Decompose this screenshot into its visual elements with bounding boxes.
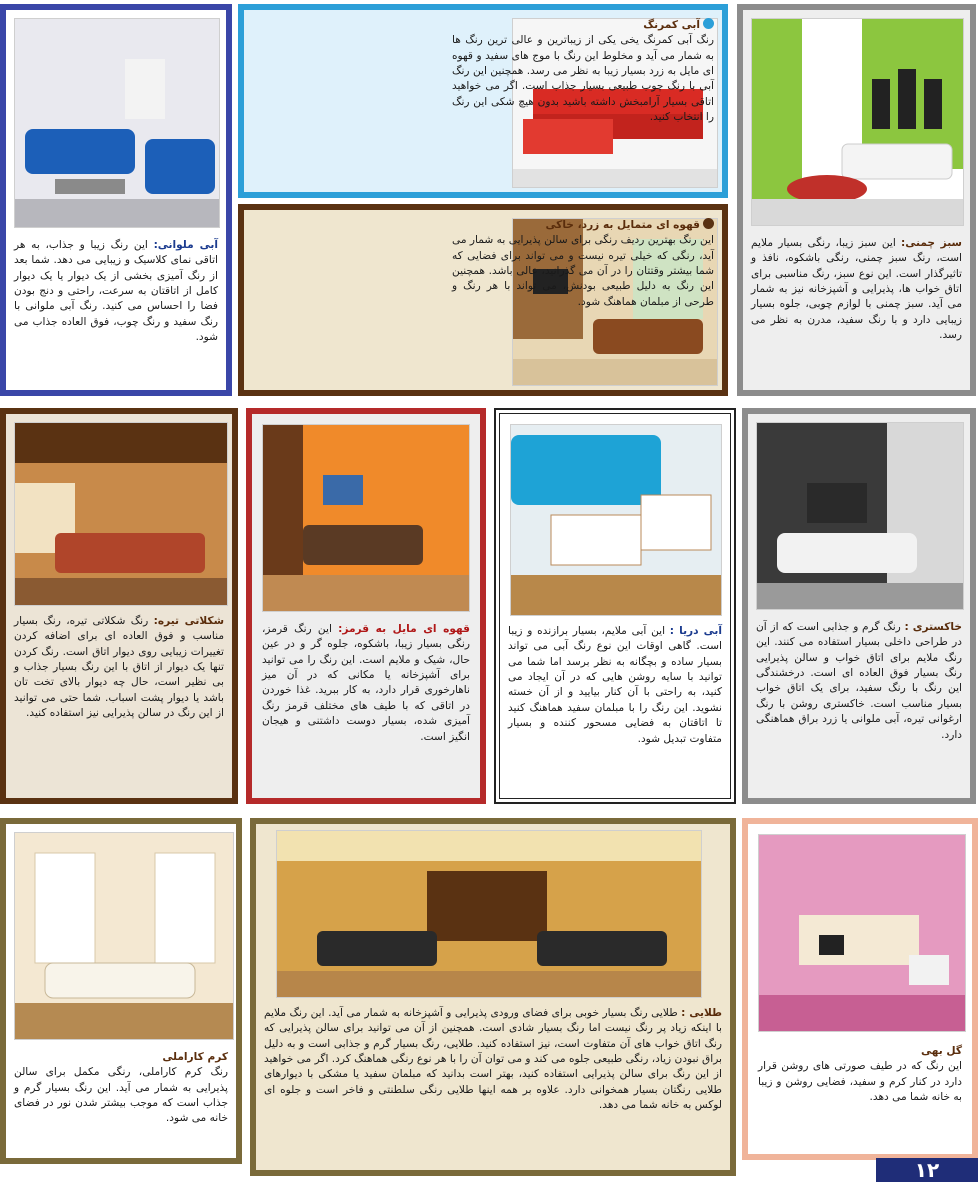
- card-abi-kamrang: [238, 4, 728, 198]
- body-shokolati: رنگ شکلاتی تیره، رنگ بسیار مناسب و فوق العاده ای برای اضافه کردن تغییرات زیبایی روی دیوار اتاق است. رنگ کردن تنها یک دیوار از اتاق با این رنگ بسیار جذاب و بی نظیر است، حال چه دیوار بالای تخت تان باشد یا دیوار پشت اسباب. شما حتی می توانید از این رنگ در سالن پذیرایی نیز استفاده کنید.: [14, 615, 224, 720]
- card-talaei: [250, 818, 736, 1176]
- globe-icon: [703, 18, 714, 29]
- body-ghahvei-khaki: این رنگ بهترین ردیف رنگی برای سالن پذیرایی به شمار می آید، رنگی که خیلی تیره نیست و می تواند برای فضایی که شما بیشتر وقتتان را در آن می گذرانید، عالی باشد. همچنین این رنگ به دلیل طبیعی بودنش، می تواند با هر رنگ و طرحی از مبلمان هماهنگ شود.: [452, 234, 714, 308]
- body-abi-molavani: این رنگ زیبا و جذاب، به هر اتاقی نمای کلاسیک و زیبایی می دهد. شما بعد از رنگ آمیزی بخشی از یک دیوار یا یک دیوار کامل از اتاقتان به سرعت، راحتی و دنج بودن فضا را احساس می کنید. رنگ آبی ملوانی با رنگ سفید و رنگ چوب، فوق العاده جذاب می شود.: [14, 239, 218, 344]
- title-shokolati: شکلاتی تیره:: [153, 615, 224, 627]
- photo-gray-living-room: [756, 422, 964, 610]
- photo-green-living-room: [751, 18, 964, 226]
- body-abi-kamrang: رنگ آبی کمرنگ یخی یکی از زیباترین و عالی ترین رنگ ها به شمار می آید و مخلوط این رنگ با موج های سفید و قهوه ای مایل به زرد بسیار زیبا به نظر می رسد. همچنین این رنگ آبی با رنگ چوب طبیعی بسیار جذاب است. اگر می خواهید اتاقی بسیار آرامبخش داشته باشید بدون هیچ شکی این رنگ را انتخاب کنید.: [452, 34, 714, 124]
- photo-sky-blue-sofa: [510, 424, 722, 616]
- body-kerm-karameli: رنگ کرم کاراملی، رنگی مکمل برای سالن پذیرایی به شمار می آید. این رنگ بسیار گرم و جذاب است که موجب بیشتر شدن نور در فضای خانه می شود.: [14, 1066, 228, 1125]
- title-abi-kamrang: آبی کمرنگ: [643, 19, 700, 31]
- photo-pink-room: [758, 834, 966, 1032]
- body-khakestari: رنگ گرم و جذابی است که از آن در طراحی داخلی بسیار استفاده می کنند. این رنگ ملایم برای اتاق خواب و سالن پذیرایی رنگ بسیار فوق العاده ای است. درخشندگی این رنگ با رنگ سفید، برای یک اتاق خواب بسیار مناسب است. خاکستری روشن با رنگ ارغوانی تیره، آبی ملوانی یا زرد براق هماهنگی دارد.: [756, 621, 962, 741]
- card-ghahvei-khaki: [238, 204, 728, 396]
- photo-blue-sofa: [14, 18, 220, 228]
- card-shokolati: [0, 408, 238, 804]
- photo-red-brown-room: [262, 424, 470, 612]
- page-number: ١٢: [876, 1158, 978, 1182]
- card-abi-darya: [494, 408, 736, 804]
- card-kerm-karameli: [0, 818, 242, 1164]
- card-abi-molavani: [0, 4, 232, 396]
- photo-golden-living-room: [276, 830, 702, 998]
- photo-caramel-cream-room: [14, 832, 234, 1040]
- photo-dark-chocolate-room: [14, 422, 228, 606]
- title-sabz-chamani: سبز چمنی:: [901, 237, 962, 249]
- card-gol-beh: [742, 818, 978, 1160]
- body-talaei: طلایی رنگ بسیار خوبی برای فضای ورودی پذیرایی و آشپزخانه به شمار می آید. این رنگ ملایم با اینکه زیاد پر رنگ نیست اما رنگ بسیار شادی است. همچنین از آن می توانید برای سالن پذیرایی که رنگ اتاق خواب های آن متفاوت است، نیز استفاده کنید. طلایی، رنگ بسیار گرم و جذابی است و به دلیل براق نبودن زیاد، رنگی طبیعی جلوه می کند و می توان آن را با هر نوع رنگی هماهنگ کرد. اگر می خواهید از این رنگ برای سالن پذیرایی استفاده کنید، بهتر است بدانید که مبلمان سفید یا مشکی با دیوارهای طلایی رنگتان بسیار همخوانی دارد. علاوه بر همه اینها طلایی رنگی سلطنتی و فاخر است و جلوه ای لوکس به خانه شما می دهد.: [264, 1007, 722, 1112]
- body-abi-darya: این آبی ملایم، بسیار برازنده و زیبا است. گاهی اوقات این نوع رنگ آبی می تواند بسیار ساده و بچگانه به نظر برسد اما شما می توانید با سایه روشن هایی که در آن ایجاد می کنید، به راحتی با آن کنار بیایید و از آن خسته نشوید. این رنگ را با مبلمان سفید هماهنگ کنید تا اتاقتان به فضایی مسحور کننده و بسیار متفاوت تبدیل شود.: [508, 625, 722, 745]
- card-ghahvei-ghermez: [246, 408, 486, 804]
- title-abi-molavani: آبی ملوانی:: [153, 239, 219, 251]
- body-ghahvei-ghermez: این رنگ قرمز، رنگی بسیار زیبا، باشکوه، جلوه گر و در عین حال، شیک و ملایم است. این رنگ را می توانید برای آشپزخانه یا مکانی که در آن میز ناهارخوری قرار دارد، به کار ببرید. غذا خوردن در اتاقی که با طیف های مختلف قرمز رنگ آمیزی شده، بسیار دوست داشتنی و هیجان انگیز است.: [262, 623, 470, 743]
- card-khakestari: [742, 408, 976, 804]
- title-gol-beh: گل بهی: [921, 1045, 962, 1057]
- brown-bullet-icon: [703, 218, 714, 229]
- title-khakestari: خاکستری :: [904, 621, 962, 633]
- title-ghahvei-khaki: قهوه ای متمایل به زرد، خاکی: [545, 219, 700, 231]
- title-talaei: طلایی :: [681, 1007, 722, 1019]
- body-sabz-chamani: این سبز زیبا، رنگی بسیار ملایم است، رنگ سبز چمنی، رنگی باشکوه، نافذ و تاثیرگذار است. این نوع سبز، رنگ مناسبی برای اتاق خواب ها، پذیرایی و آشپزخانه نیز به شمار می آید. سبز چمنی با لوازم چوبی، جلوه بسیار زیبایی دارد و با رنگ سفید، مدرن به نظر می رسد.: [751, 237, 962, 342]
- title-ghahvei-ghermez: قهوه ای مایل به قرمز:: [338, 623, 470, 635]
- title-abi-darya: آبی دریا :: [669, 625, 722, 637]
- card-sabz-chamani: [737, 4, 976, 396]
- title-kerm-karameli: کرم کاراملی: [162, 1051, 228, 1063]
- body-gol-beh: این رنگ که در طیف صورتی های روشن قرار دارد در کنار کرم و سفید، فضایی روشن و زیبا به خانه شما می دهد.: [758, 1060, 962, 1104]
